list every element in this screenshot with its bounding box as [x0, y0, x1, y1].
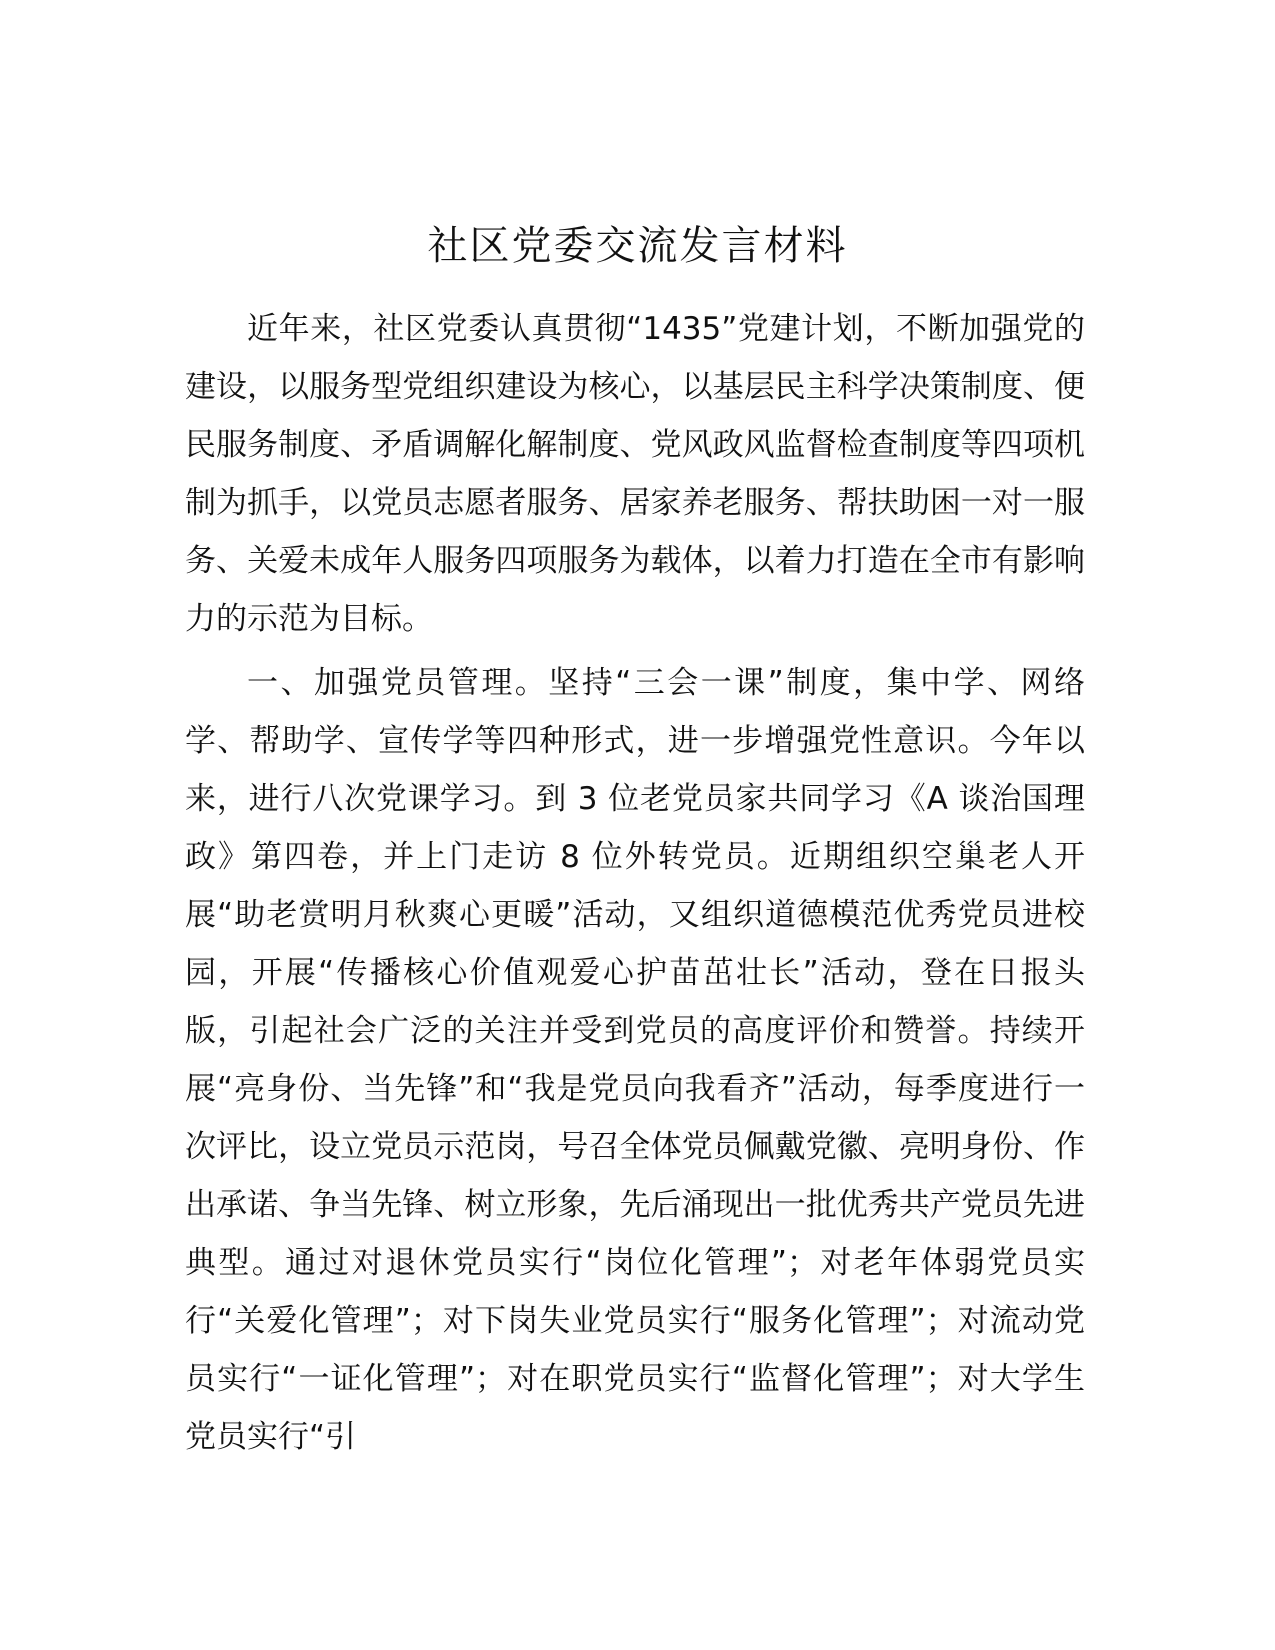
paragraph-intro: 近年来，社区党委认真贯彻“1435”党建计划，不断加强党的建设，以服务型党组织建设为核心，以基层民主科学决策制度、便民服务制度、矛盾调解化解制度、党风政风监督检查制度等四项机制为抓手，以党员志愿者服务、居家养老服务、帮扶助困一对一服务、关爱未成年人服务四项服务为载体，以着力打造在全市有影响力的示范为目标。: [185, 311, 1085, 637]
document-body: [185, 300, 1085, 1466]
document-title: 社区党委交流发言材料: [427, 223, 848, 269]
paragraph-party-member-management: 一、加强党员管理。坚持“三会一课”制度，集中学、网络学、帮助学、宣传学等四种形式，进一步增强党性意识。今年以来，进行八次党课学习。到 3 位老党员家共同学习《A 谈治国理政》第四卷，并上门走访 8 位外转党员。近期组织空巢老人开展“助老赏明月秋爽心更暖”活动，又组织道德模范优秀党员进校园，开展“传播核心价值观爱心护苗茁壮长”活动，登在日报头版，引起社会广泛的关注并受到党员的高度评价和赞誉。持续开展“亮身份、当先锋”和“我是党员向我看齐”活动，每季度进行一次评比，设立党员示范岗，号召全体党员佩戴党徽、亮明身份、作出承诺、争当先锋、树立形象，先后涌现出一批优秀共产党员先进典型。通过对退休党员实行“岗位化管理”；对老年体弱党员实行“关爱化管理”；对下岗失业党员实行“服务化管理”；对流动党员实行“一证化管理”；对在职党员实行“监督化管理”；对大学生党员实行“引: [185, 665, 1085, 1455]
